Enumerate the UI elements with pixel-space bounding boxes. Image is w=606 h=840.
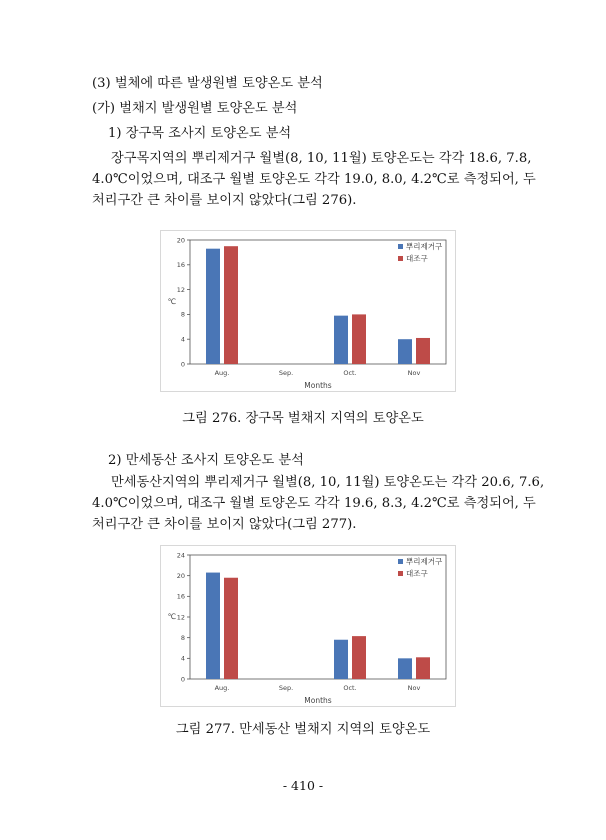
bar-control (416, 338, 430, 364)
paragraph-2-line-3: 처리구간 큰 차이를 보이지 않았다(그림 277). (92, 517, 357, 532)
site-heading-mansedongsan: 2) 만세동산 조사지 토양온도 분석 (108, 453, 304, 468)
chart-mansedongsan (160, 545, 456, 707)
legend-label: 뿌리제거구 (406, 242, 443, 251)
x-tick-label: Aug. (214, 684, 230, 692)
y-tick-label: 8 (180, 633, 185, 642)
x-tick-label: Oct. (343, 369, 357, 377)
bar-root-removal (206, 249, 220, 364)
paragraph-1-line-2: 4.0℃이었으며, 대조구 월별 토양온도 각각 19.0, 8.0, 4.2℃로 측정되어, 두 (92, 172, 536, 187)
y-axis-label: ℃ (167, 297, 177, 306)
x-tick-label: Oct. (343, 684, 357, 692)
bar-control (352, 314, 366, 364)
y-tick-label: 0 (180, 675, 185, 684)
x-tick-label: Nov (407, 369, 421, 377)
y-tick-label: 20 (176, 571, 185, 580)
legend-swatch (398, 256, 403, 261)
bar-control (416, 657, 430, 679)
y-tick-label: 4 (180, 654, 185, 663)
chart-jangumok (160, 230, 456, 392)
bar-root-removal (334, 640, 348, 679)
x-axis-label: Months (304, 696, 332, 705)
legend-swatch (398, 571, 403, 576)
paragraph-2-line-2: 4.0℃이었으며, 대조구 월별 토양온도 각각 19.6, 8.3, 4.2℃로 측정되어, 두 (92, 496, 536, 511)
legend-swatch (398, 244, 403, 249)
bar-root-removal (206, 573, 220, 679)
y-tick-label: 12 (176, 285, 185, 294)
legend-label: 뿌리제거구 (406, 557, 443, 566)
figure-caption-277: 그림 277. 만세동산 벌채지 지역의 토양온도 (175, 722, 431, 737)
x-tick-label: Sep. (278, 684, 294, 692)
y-axis-label: ℃ (167, 612, 177, 621)
paragraph-2-line-1: 만세동산지역의 뿌리제거구 월별(8, 10, 11월) 토양온도는 각각 20.6, 7.6, (111, 475, 545, 490)
y-tick-label: 4 (180, 335, 185, 344)
bar-root-removal (334, 316, 348, 364)
y-tick-label: 0 (180, 360, 185, 369)
y-tick-label: 12 (176, 613, 185, 622)
subsection-heading: (가) 벌채지 발생원별 토양온도 분석 (92, 101, 298, 116)
paragraph-1-line-3: 처리구간 큰 차이를 보이지 않았다(그림 276). (92, 193, 357, 208)
paragraph-1-line-1: 장구목지역의 뿌리제거구 월별(8, 10, 11월) 토양온도는 각각 18.6, 7.8, (111, 151, 532, 166)
site-heading-jangumok: 1) 장구목 조사지 토양온도 분석 (108, 126, 292, 141)
bar-control (224, 578, 238, 679)
figure-caption-276: 그림 276. 장구목 벌채지 지역의 토양온도 (182, 411, 424, 426)
y-tick-label: 24 (176, 551, 185, 560)
y-tick-label: 16 (176, 592, 185, 601)
bar-root-removal (398, 658, 412, 679)
bar-control (224, 246, 238, 364)
y-tick-label: 20 (176, 236, 185, 245)
bar-root-removal (398, 339, 412, 364)
legend-label: 대조구 (406, 254, 428, 263)
x-axis-label: Months (304, 381, 332, 390)
x-tick-label: Aug. (214, 369, 230, 377)
bar-control (352, 636, 366, 679)
legend-label: 대조구 (406, 569, 428, 578)
section-heading: (3) 벌체에 따른 발생원별 토양온도 분석 (92, 76, 323, 91)
y-tick-label: 8 (180, 310, 185, 319)
y-tick-label: 16 (176, 261, 185, 270)
legend-swatch (398, 559, 403, 564)
page-number: - 410 - (282, 778, 324, 793)
x-tick-label: Nov (407, 684, 421, 692)
x-tick-label: Sep. (278, 369, 294, 377)
